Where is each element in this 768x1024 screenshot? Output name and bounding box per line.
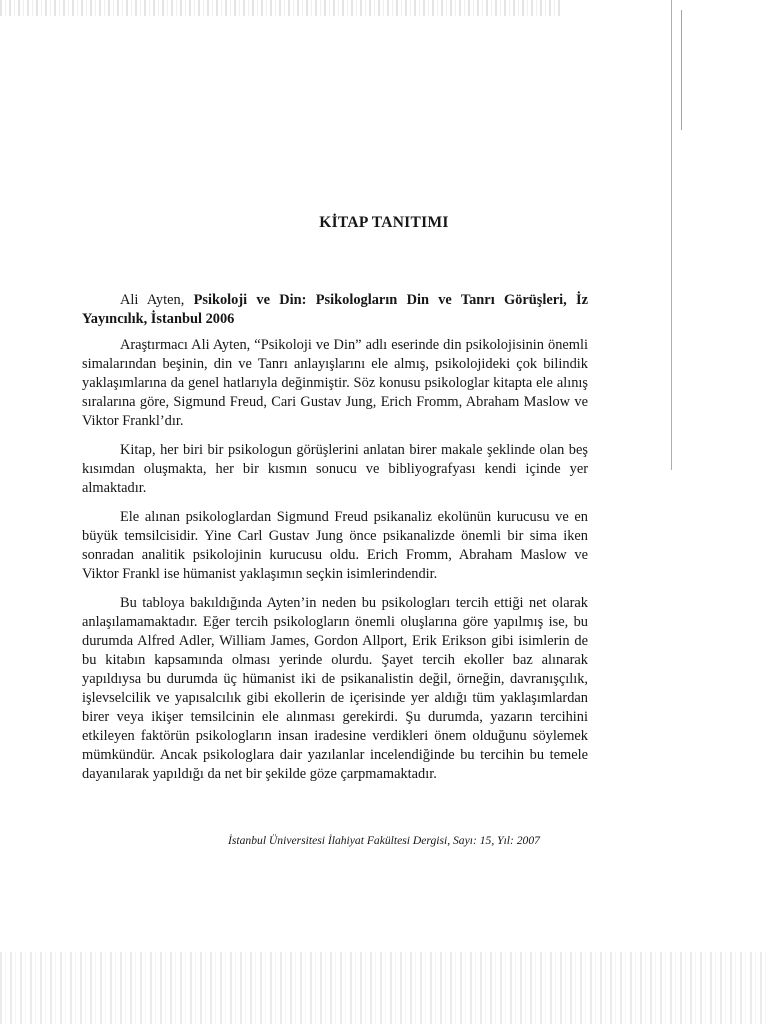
reference-title: Psikoloji ve Din: Psikologların Din ve Tanrı Görüşleri (193, 292, 564, 308)
review-body (82, 291, 588, 794)
paragraph-4: Bu tabloya bakıldığında Ayten’in neden bu psikologları tercih ettiği net olarak anlaşılamamaktadır. Eğer tercih psikologların önemli oluşlarına göre yapılmış ise, bu durumda Alfred Adler, William James, Gordon Allport, Erik Erikson gibi isimlerin de bu kitabın kapsamında olması yerinde olurdu. Şayet tercih ekoller baz alınarak yapıldıysa bu durumda üç hümanist iki de psikanalistin değil, örneğin, davranışçılık, işlevselcilik ve yapısalcılık gibi ekollerin de içerisinde yer aldığı tüm yaklaşımlardan birer veya ikişer temsilcinin ele alınması gerekirdi. Şu durumda, yazarın tercihini etkileyen faktörün psikologların insan iradesine verdikleri önem olduğunu söylemek mümkündür. Ancak psikologlara dair yazılanlar incelendiğinde bu tercihin bu temele dayanılarak yapıldığı da net bir şekilde göze çarpmamaktadır. (82, 595, 588, 782)
scan-noise-bottom (0, 952, 768, 1024)
paragraph-3: Ele alınan psikologlardan Sigmund Freud psikanaliz ekolünün kurucusu ve en büyük temsilcisidir. Yine Carl Gustav Jung önce psikanalizde önemli bir sima iken sonradan analitik psikolojinin kurucusu oldu. Erich Fromm, Abraham Maslow ve Viktor Frankl ise hümanist yaklaşımın seçkin isimlerindendir. (82, 509, 588, 582)
paragraph-2: Kitap, her biri bir psikologun görüşlerini anlatan birer makale şeklinde olan beş kısımdan oluşmakta, her bir kısmın sonucu ve bibliyografyası kendi içinde yer almaktadır. (82, 442, 588, 496)
reference-publisher: İz Yayıncılık (82, 292, 588, 327)
book-reference: Ali Ayten, Psikoloji ve Din: Psikologların Din ve Tanrı Görüşleri, İz Yayıncılık, İstanbul 2006 (82, 292, 588, 327)
reference-author: Ali Ayten (120, 292, 181, 308)
journal-footer: İstanbul Üniversitesi İlahiyat Fakültesi Dergisi, Sayı: 15, Yıl: 2007 (228, 834, 540, 847)
scan-noise-top (0, 0, 560, 16)
paragraph-1: Araştırmacı Ali Ayten, “Psikoloji ve Din” adlı eserinde din psikolojisinin önemli simalarından beşinin, din ve Tanrı anlayışlarını ele almış, psikolojideki çok bilindik yaklaşımlarına da genel hatlarıyla değinmiştir. Söz konusu psikologlar kitapta ele alınış sıralarına göre, Sigmund Freud, Cari Gustav Jung, Erich Fromm, Abraham Maslow ve Viktor Frankl’dır. (82, 337, 588, 429)
reference-place-year: İstanbul 2006 (150, 311, 235, 327)
scan-edge-line-secondary (681, 10, 682, 130)
scan-edge-line (671, 0, 672, 470)
page-title: KİTAP TANITIMI (319, 214, 449, 231)
